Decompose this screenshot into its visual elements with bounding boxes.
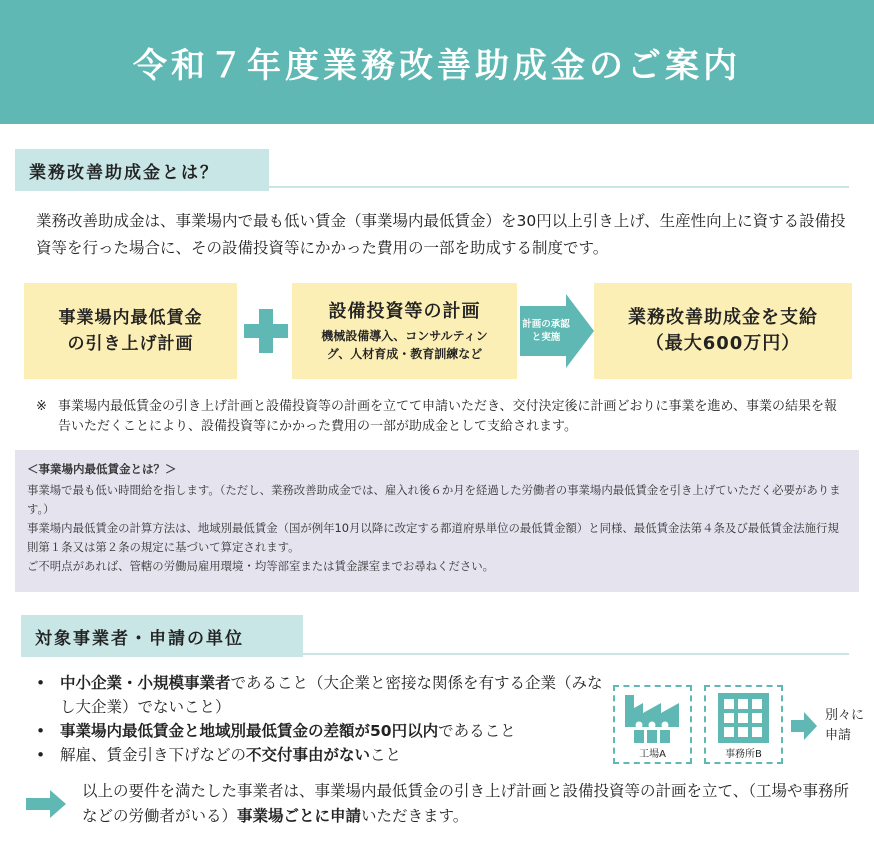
flow-box-investment-line2: グ、人材育成・教育訓練など	[326, 347, 483, 361]
factory-icon	[623, 693, 682, 743]
section-underline	[21, 653, 849, 655]
intro-text: 業務改善助成金は、事業場内で最も低い賃金（事業場内最低賃金）を30円以上引き上げ、生産性向上に資する設備投資等を行った場合に、その設備投資等にかかった費用の一部を助成する制度です。	[36, 212, 846, 257]
facility-a-label: 工場A	[639, 749, 666, 760]
info-paragraph-1: 事業場で最も低い時間給を指します。（ただし、業務改善助成金では、雇入れ後６か月を経過した労働者の事業場内最低賃金を引き上げていただく必要があります。）	[27, 483, 841, 516]
list-item-bold: 中小企業・小規模事業者	[60, 674, 231, 692]
flow-box-wage-plan	[24, 283, 237, 379]
note-mark: ※	[36, 399, 47, 414]
summary-post: いただきます。	[361, 807, 469, 825]
list-item-bold: 事業場内最低賃金と地域別最低賃金の差額が50円以内	[60, 722, 439, 740]
list-item-text: であること（大企業と密接な関係を有する企業（みなし大企業）でないこと）	[60, 674, 603, 716]
flow-box-subsidy-line2: （最大600万円）	[645, 333, 801, 354]
list-item	[34, 671, 614, 719]
separate-label-line2: 申請	[825, 728, 852, 743]
section-heading-eligibility: 対象事業者・申請の単位	[21, 615, 303, 657]
list-item-pre: 解雇、賃金引き下げなどの	[60, 746, 247, 764]
summary-bold: 事業場ごとに申請	[237, 807, 362, 825]
page-title: 令和７年度業務改善助成金のご案内	[133, 45, 741, 86]
arrow-label-line1: 計画の承認	[522, 319, 570, 330]
separate-application-label	[825, 706, 864, 746]
flow-box-investment-title: 設備投資等の計画	[328, 301, 481, 322]
eligibility-list	[34, 671, 614, 767]
info-box-title: ＜事業場内最低賃金とは？＞	[27, 462, 177, 476]
facility-factory-a	[613, 685, 692, 764]
summary-text	[82, 779, 852, 829]
facility-b-label: 事務所B	[725, 749, 762, 760]
flow-note	[36, 397, 848, 437]
flow-box-investment-plan	[292, 283, 517, 379]
min-wage-info-box	[15, 450, 859, 592]
facility-office-b	[704, 685, 783, 764]
office-building-icon	[716, 691, 771, 745]
flow-box-investment-line1: 機械設備導入、コンサルティン	[321, 329, 488, 343]
arrow-label	[522, 318, 570, 344]
flow-box-wage-line1: 事業場内最低賃金	[58, 308, 203, 328]
plus-icon	[244, 309, 288, 353]
list-item	[34, 743, 614, 767]
list-item-text: こと	[370, 746, 402, 764]
arrow-label-line2: と実施	[531, 332, 561, 343]
list-item-bold: 不交付事由がない	[246, 746, 371, 764]
flow-box-subsidy-line1: 業務改善助成金を支給	[628, 307, 818, 328]
list-item	[34, 719, 614, 743]
separate-label-line1: 別々に	[825, 708, 865, 723]
list-item-text: であること	[438, 722, 516, 740]
summary-pre: 以上の要件を満たした事業者は、事業場内最低賃金の引き上げ計画と設備投資等の計画を立て、（工場や事務所などの労働者がいる）	[82, 782, 849, 825]
flow-box-wage-line2: の引き上げ計画	[67, 334, 194, 354]
info-paragraph-2: 事業場内最低賃金の計算方法は、地域別最低賃金（国が例年10月以降に改定する都道府県単位の最低賃金額）と同様、最低賃金法第４条及び最低賃金法施行規則第１条又は第２条の規定に基づいて算定されます。	[27, 521, 839, 554]
right-arrow-icon	[26, 790, 66, 818]
info-paragraph-3: ご不明点があれば、管轄の労働局雇用環境・均等部室または賃金課室までお尋ねください。	[27, 559, 495, 573]
note-text: 事業場内最低賃金の引き上げ計画と設備投資等の計画を立てて申請いただき、交付決定後に計画どおりに事業を進め、事業の結果を報告いただくことにより、設備投資等にかかった費用の一部が助成金として支給されます。	[58, 399, 837, 434]
section-heading-what-is: 業務改善助成金とは？	[15, 149, 269, 191]
flow-box-subsidy	[594, 283, 852, 379]
title-banner	[0, 0, 874, 124]
section-underline	[15, 186, 849, 188]
right-arrow-icon	[791, 712, 817, 740]
